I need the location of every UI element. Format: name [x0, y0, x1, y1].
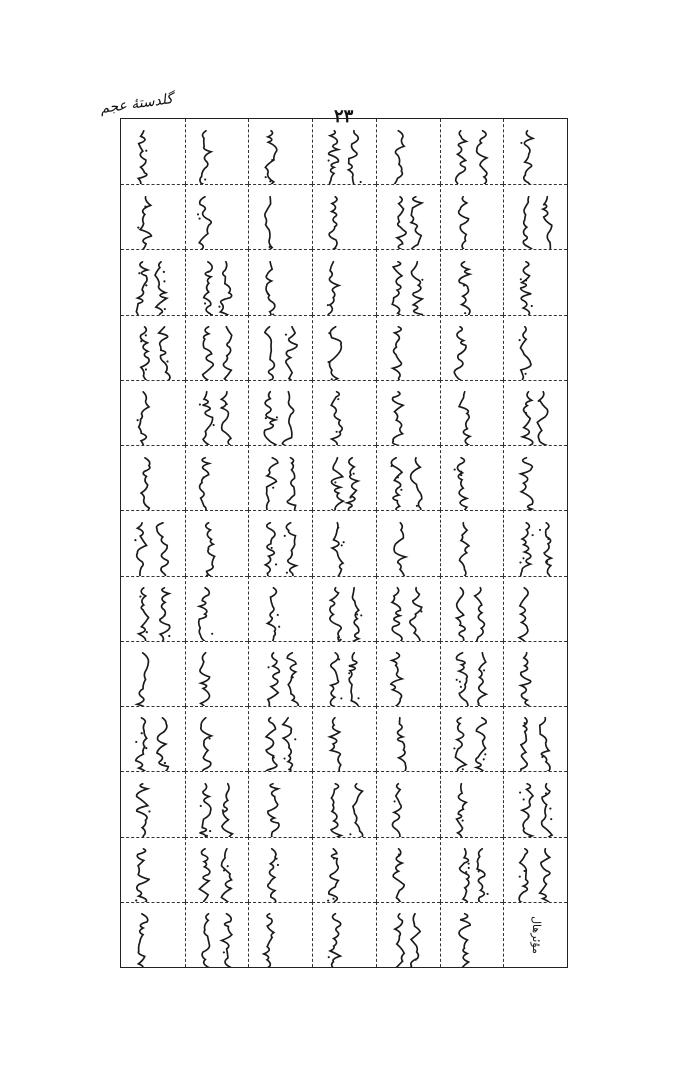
table-cell — [312, 771, 376, 836]
table-cell — [248, 706, 312, 771]
table-cell — [376, 771, 440, 836]
table-cell — [312, 837, 376, 902]
handwritten-text — [448, 387, 496, 445]
handwritten-text — [193, 648, 241, 706]
table-cell — [503, 184, 567, 249]
handwritten-text — [512, 257, 560, 315]
table-cell — [503, 641, 567, 706]
table-cell — [440, 837, 504, 902]
handwritten-text — [193, 322, 241, 380]
handwritten-text — [384, 257, 432, 315]
table-cell — [440, 315, 504, 380]
table-cell — [248, 249, 312, 314]
handwritten-text — [193, 844, 241, 902]
table-cell — [376, 119, 440, 184]
handwritten-text — [193, 909, 241, 967]
handwritten-text — [384, 126, 432, 185]
table-cell — [185, 837, 249, 902]
handwritten-text — [193, 387, 241, 445]
table-cell — [440, 445, 504, 510]
handwritten-text — [448, 583, 496, 641]
table-cell — [503, 837, 567, 902]
table-cell — [312, 315, 376, 380]
handwritten-text — [129, 779, 177, 837]
handwritten-text — [384, 387, 432, 445]
table-cell — [440, 641, 504, 706]
table-cell — [440, 576, 504, 641]
handwritten-text — [512, 192, 560, 250]
handwritten-text — [384, 518, 432, 576]
table-cell — [312, 576, 376, 641]
table-cell — [248, 184, 312, 249]
handwritten-text — [384, 779, 432, 837]
table-cell — [312, 184, 376, 249]
table-cell — [185, 249, 249, 314]
table-cell — [376, 576, 440, 641]
handwritten-text — [384, 648, 432, 706]
table-cell — [248, 510, 312, 575]
handwritten-text — [448, 192, 496, 250]
table-cell — [312, 902, 376, 967]
table-cell — [121, 119, 185, 184]
handwritten-text — [448, 844, 496, 902]
handwritten-text — [512, 583, 560, 641]
table-cell — [185, 445, 249, 510]
handwritten-text — [384, 583, 432, 641]
handwritten-text — [384, 192, 432, 250]
table-cell — [503, 576, 567, 641]
table-cell — [121, 771, 185, 836]
table-cell — [121, 315, 185, 380]
handwritten-text — [321, 322, 369, 380]
table-cell — [440, 771, 504, 836]
table-cell — [312, 119, 376, 184]
handwritten-text — [512, 518, 560, 576]
table-cell — [185, 706, 249, 771]
handwritten-text — [193, 126, 241, 185]
handwritten-text — [448, 453, 496, 511]
table-cell — [312, 445, 376, 510]
table-cell — [248, 119, 312, 184]
handwritten-text — [129, 257, 177, 315]
table-cell — [312, 706, 376, 771]
table-cell — [121, 837, 185, 902]
handwritten-text — [257, 387, 305, 445]
handwritten-text — [321, 518, 369, 576]
handwritten-text — [321, 779, 369, 837]
table-cell — [503, 706, 567, 771]
table-cell — [248, 771, 312, 836]
table-cell — [248, 315, 312, 380]
handwritten-text — [512, 648, 560, 706]
table-cell — [440, 119, 504, 184]
handwritten-text — [129, 844, 177, 902]
handwritten-text — [512, 126, 560, 185]
table-cell — [185, 315, 249, 380]
handwritten-text — [257, 322, 305, 380]
handwritten-text — [193, 713, 241, 771]
table-cell — [248, 445, 312, 510]
handwritten-text — [257, 453, 305, 511]
handwritten-text — [321, 583, 369, 641]
handwritten-text — [321, 648, 369, 706]
table-cell — [185, 510, 249, 575]
handwritten-text — [193, 453, 241, 511]
table-cell — [503, 902, 567, 967]
handwritten-text — [512, 453, 560, 511]
handwritten-text — [193, 779, 241, 837]
handwritten-text — [448, 909, 496, 967]
table-cell — [185, 184, 249, 249]
page-number: ۲۳ — [334, 106, 354, 127]
handwritten-text — [512, 387, 560, 445]
table-cell — [503, 771, 567, 836]
table-cell — [185, 119, 249, 184]
handwritten-text — [321, 713, 369, 771]
table-cell — [121, 445, 185, 510]
table-cell — [248, 380, 312, 445]
handwritten-text — [193, 192, 241, 250]
handwritten-text — [512, 844, 560, 902]
table-cell — [312, 641, 376, 706]
table-cell — [440, 510, 504, 575]
table-cell — [440, 380, 504, 445]
table-cell — [503, 249, 567, 314]
table-cell — [440, 706, 504, 771]
handwritten-text — [129, 192, 177, 250]
table-cell — [248, 837, 312, 902]
table-cell — [185, 576, 249, 641]
table-cell — [376, 445, 440, 510]
table-cell — [440, 184, 504, 249]
handwritten-text — [257, 126, 305, 185]
first-column-label: مۇئرهال — [529, 915, 543, 954]
table-cell — [185, 771, 249, 836]
handwritten-text — [129, 713, 177, 771]
handwritten-text — [257, 518, 305, 576]
table-cell — [248, 576, 312, 641]
handwritten-text — [321, 192, 369, 250]
table-cell — [503, 510, 567, 575]
handwritten-text — [129, 387, 177, 445]
handwritten-text — [257, 257, 305, 315]
handwritten-text — [321, 257, 369, 315]
handwritten-text — [129, 909, 177, 967]
handwritten-text — [257, 779, 305, 837]
handwritten-text — [257, 713, 305, 771]
handwritten-text — [321, 909, 369, 967]
handwritten-text — [384, 453, 432, 511]
handwritten-text — [448, 713, 496, 771]
header-title: گلدستهٔ عجم — [99, 90, 175, 118]
handwritten-text — [257, 192, 305, 250]
handwritten-text — [257, 648, 305, 706]
table-cell — [440, 249, 504, 314]
table-cell — [376, 510, 440, 575]
handwritten-text — [129, 648, 177, 706]
handwritten-text — [129, 583, 177, 641]
table-cell — [121, 510, 185, 575]
table-cell — [121, 184, 185, 249]
table-cell — [376, 184, 440, 249]
table-cell — [312, 380, 376, 445]
table-cell — [121, 576, 185, 641]
handwritten-text — [129, 518, 177, 576]
table-cell — [248, 641, 312, 706]
table-cell — [121, 249, 185, 314]
handwritten-text — [321, 844, 369, 902]
table-cell — [503, 445, 567, 510]
handwritten-text — [129, 126, 177, 185]
handwritten-text — [129, 453, 177, 511]
table-cell — [121, 706, 185, 771]
table-cell — [503, 315, 567, 380]
handwritten-text — [384, 844, 432, 902]
table-cell — [121, 641, 185, 706]
table-cell — [248, 902, 312, 967]
table-cell — [376, 380, 440, 445]
handwritten-text — [448, 322, 496, 380]
table-cell — [185, 641, 249, 706]
handwritten-text — [512, 779, 560, 837]
table-cell — [312, 249, 376, 314]
handwritten-text — [384, 713, 432, 771]
table-cell — [185, 902, 249, 967]
table-cell — [503, 119, 567, 184]
table-cell — [503, 380, 567, 445]
table-cell — [376, 902, 440, 967]
table-cell — [376, 706, 440, 771]
handwritten-text — [257, 583, 305, 641]
table-cell — [312, 510, 376, 575]
table-cell — [376, 837, 440, 902]
handwritten-text — [193, 257, 241, 315]
table-cell — [185, 380, 249, 445]
handwritten-text — [321, 453, 369, 511]
handwritten-text — [321, 126, 369, 185]
handwritten-text — [321, 387, 369, 445]
table-cell — [376, 315, 440, 380]
table-cell — [376, 249, 440, 314]
table-cell — [121, 902, 185, 967]
handwritten-text — [257, 909, 305, 967]
handwritten-text — [384, 909, 432, 967]
handwritten-text — [448, 779, 496, 837]
handwritten-text — [129, 322, 177, 380]
table-cell — [440, 902, 504, 967]
handwritten-text — [193, 583, 241, 641]
handwritten-text — [448, 518, 496, 576]
handwritten-text — [384, 322, 432, 380]
handwritten-text — [448, 648, 496, 706]
handwritten-text — [512, 713, 560, 771]
handwritten-text — [512, 322, 560, 380]
handwritten-text — [257, 844, 305, 902]
handwritten-text — [448, 257, 496, 315]
manuscript-table — [120, 118, 568, 968]
handwritten-text — [448, 126, 496, 185]
handwritten-text — [193, 518, 241, 576]
table-cell — [376, 641, 440, 706]
table-cell — [121, 380, 185, 445]
